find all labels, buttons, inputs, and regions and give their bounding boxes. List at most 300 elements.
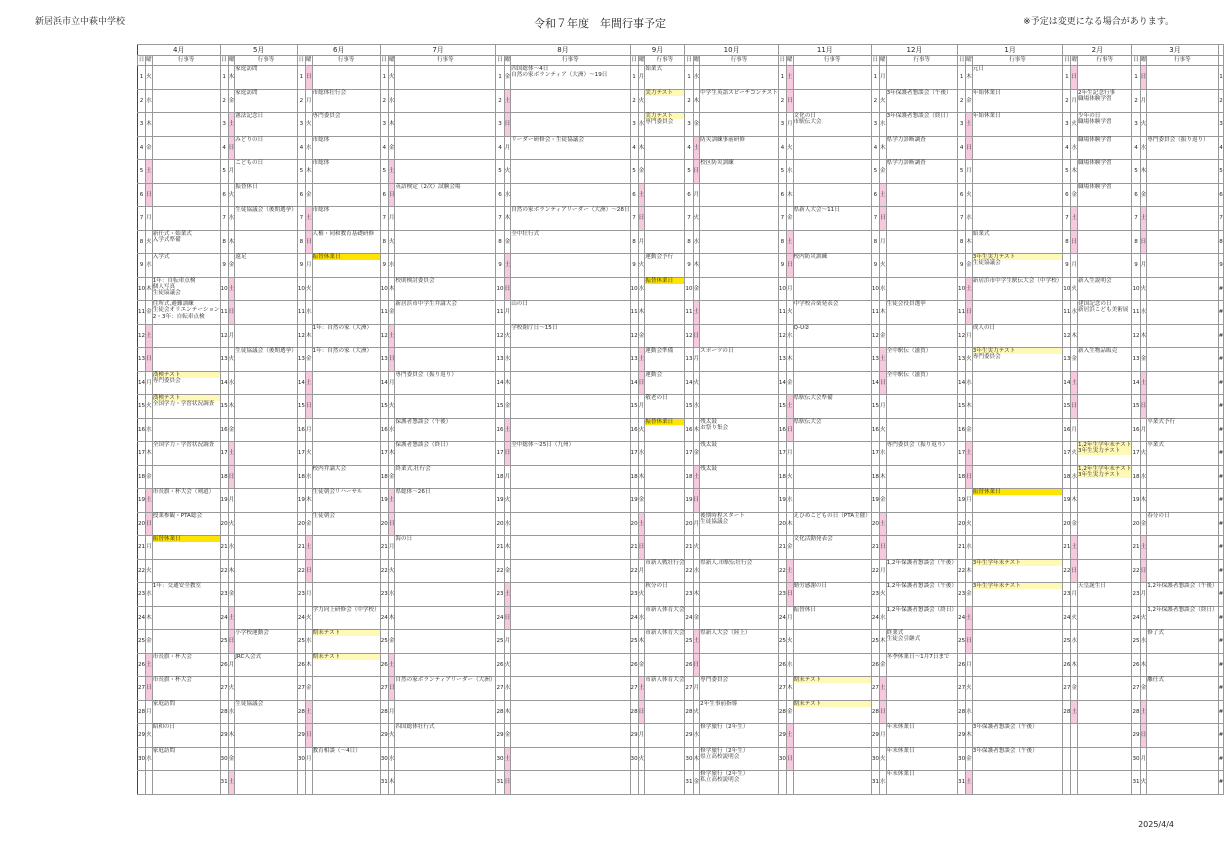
day-column-header: 日: [496, 56, 504, 66]
day-number: 29: [496, 724, 504, 748]
event-item: 県立高校説明会: [700, 753, 740, 760]
event-cell: [700, 348, 779, 372]
day-number: 5: [1063, 160, 1071, 184]
weekday: 月: [1140, 89, 1147, 113]
day-number: 24: [685, 606, 693, 630]
event-item: 修学旅行（2年生）: [700, 724, 749, 730]
weekday: 月: [504, 465, 511, 489]
event-cell: [312, 183, 380, 207]
day-number: 10: [220, 277, 228, 301]
weekday: 火: [504, 489, 511, 513]
calendar-row: [138, 230, 1224, 254]
event-cell: [511, 254, 630, 278]
day-number: 26: [380, 653, 388, 677]
event-cell: [1147, 630, 1218, 654]
day-number: 18: [871, 465, 879, 489]
day-number: 10: [871, 277, 879, 301]
event-cell: [152, 771, 220, 795]
weekday: 月: [388, 371, 395, 395]
event-cell: [886, 136, 957, 160]
event-cell: [1147, 536, 1218, 560]
event-cell: [1147, 583, 1218, 607]
weekday: 木: [879, 136, 886, 160]
day-number: 15: [1132, 395, 1140, 419]
weekday: 木: [879, 630, 886, 654]
event-cell: [700, 559, 779, 583]
day-number: 1: [380, 66, 388, 90]
day-number: 18: [297, 465, 305, 489]
event-cell: [793, 254, 871, 278]
row-number: #: [1218, 465, 1224, 489]
event-item: 1,2年生学年末テスト: [1078, 442, 1132, 448]
weekday: 日: [966, 630, 973, 654]
weekday-column-header: 曜: [638, 56, 645, 66]
day-number: 7: [871, 207, 879, 231]
event-cell: [152, 583, 220, 607]
weekday: 火: [966, 677, 973, 701]
event-cell: [700, 442, 779, 466]
day-number: 16: [871, 418, 879, 442]
day-number: 9: [958, 254, 966, 278]
weekday: 火: [228, 677, 235, 701]
event-cell: [793, 230, 871, 254]
event-item: 市総体: [312, 136, 330, 143]
event-item: 自然の家ボランティア（大洲）～19日: [511, 72, 608, 79]
calendar-row: [138, 771, 1224, 795]
page-title: 令和７年度 年間行事予定: [534, 17, 666, 30]
event-cell: [793, 724, 871, 748]
day-number: 3: [871, 113, 879, 137]
day-number: 14: [380, 371, 388, 395]
day-number: 14: [496, 371, 504, 395]
day-number: 4: [380, 136, 388, 160]
day-number: 11: [1063, 301, 1071, 325]
event-item: 職場体験学習: [1078, 160, 1112, 166]
weekday: 土: [966, 113, 973, 137]
event-cell: [645, 136, 685, 160]
event-item: 始業式: [972, 230, 990, 237]
event-cell: [793, 630, 871, 654]
day-number: 18: [778, 465, 786, 489]
event-cell: [886, 418, 957, 442]
day-number: 22: [630, 559, 638, 583]
weekday: 火: [504, 160, 511, 184]
calendar-row: [138, 136, 1224, 160]
event-item: 専門委員会: [645, 119, 674, 126]
day-number: 31: [380, 771, 388, 795]
day-number: 30: [496, 747, 504, 771]
event-cell: [972, 465, 1063, 489]
event-item: 1年：自転車点検: [152, 277, 196, 284]
event-cell: [152, 700, 220, 724]
events-column-header: 行事等: [645, 56, 685, 66]
weekday: 火: [146, 230, 153, 254]
weekday: 土: [638, 677, 645, 701]
day-number: 3: [1063, 113, 1071, 137]
weekday: 月: [638, 230, 645, 254]
day-number: 7: [496, 207, 504, 231]
day-number: 4: [778, 136, 786, 160]
event-cell: [312, 583, 380, 607]
weekday: 日: [786, 583, 793, 607]
row-number: #: [1218, 677, 1224, 701]
weekday: 金: [146, 301, 153, 325]
event-cell: [645, 653, 685, 677]
weekday: 土: [1071, 536, 1078, 560]
event-item: 生徒朝会リハーサル: [312, 489, 363, 495]
day-number: 14: [138, 371, 146, 395]
day-number: 14: [630, 371, 638, 395]
event-cell: [395, 207, 496, 231]
event-cell: [312, 418, 380, 442]
event-item: 1,2年保護者懇談会（午後）: [1147, 583, 1218, 589]
row-number: #: [1218, 559, 1224, 583]
event-cell: [312, 747, 380, 771]
event-item: 離任式: [1147, 677, 1164, 683]
event-item: 元日: [972, 66, 984, 72]
weekday: 月: [879, 724, 886, 748]
day-number: 24: [1063, 606, 1071, 630]
event-item: 校則検討委員会: [395, 277, 435, 284]
day-number: 15: [297, 395, 305, 419]
event-cell: [312, 371, 380, 395]
event-cell: [886, 677, 957, 701]
calendar-row: [138, 747, 1224, 771]
event-cell: [152, 113, 220, 137]
weekday: 月: [879, 559, 886, 583]
weekday: 日: [146, 677, 153, 701]
event-item: 市総体: [312, 160, 330, 166]
day-number: 10: [778, 277, 786, 301]
day-number: 18: [380, 465, 388, 489]
event-cell: [793, 324, 871, 348]
event-cell: [235, 348, 298, 372]
weekday: 木: [638, 301, 645, 325]
day-number: 22: [778, 559, 786, 583]
event-cell: [700, 700, 779, 724]
weekday: 金: [1140, 677, 1147, 701]
weekday: 土: [879, 512, 886, 536]
events-column-header: 行事等: [235, 56, 298, 66]
day-number: 24: [220, 606, 228, 630]
event-cell: [1078, 183, 1132, 207]
event-item: 学力向上研修会（中学校）: [312, 606, 380, 613]
day-number: 3: [220, 113, 228, 137]
weekday: 金: [388, 465, 395, 489]
event-cell: [235, 700, 298, 724]
event-cell: [152, 630, 220, 654]
weekday: 水: [146, 254, 153, 278]
event-cell: [886, 583, 957, 607]
event-cell: [395, 418, 496, 442]
weekday: 金: [504, 66, 511, 90]
event-cell: [511, 559, 630, 583]
event-item: スポーツの日: [700, 348, 734, 354]
event-cell: [235, 771, 298, 795]
month-header: 2月: [1063, 45, 1132, 56]
weekday: 木: [228, 395, 235, 419]
weekday: 土: [305, 207, 312, 231]
weekday: 木: [388, 771, 395, 795]
event-item: 生徒会オリエンテーション: [152, 307, 220, 314]
event-item: 市長旗・杯大会（剣道）: [152, 489, 215, 495]
event-cell: [511, 771, 630, 795]
day-number: 21: [496, 536, 504, 560]
event-item: 新居浜市中学生駅伝大会（中学校）: [972, 277, 1063, 284]
calendar-row: [138, 324, 1224, 348]
day-number: 7: [220, 207, 228, 231]
day-number: 15: [1063, 395, 1071, 419]
day-number: 2: [1063, 89, 1071, 113]
event-cell: [972, 230, 1063, 254]
weekday: 金: [638, 160, 645, 184]
day-number: 16: [380, 418, 388, 442]
event-item: 四国総体壮行式: [395, 724, 435, 730]
day-number: 5: [958, 160, 966, 184]
event-cell: [511, 606, 630, 630]
weekday: 日: [388, 512, 395, 536]
day-number: 30: [297, 747, 305, 771]
event-item: 3年生実力テスト: [1078, 472, 1131, 478]
event-cell: [972, 512, 1063, 536]
day-number: [1063, 771, 1071, 795]
event-cell: [886, 700, 957, 724]
day-number: 12: [871, 324, 879, 348]
event-cell: [972, 136, 1063, 160]
event-cell: [645, 677, 685, 701]
weekday-column-header: 曜: [305, 56, 312, 66]
weekday: 火: [1140, 277, 1147, 301]
day-number: 4: [871, 136, 879, 160]
event-cell: [886, 395, 957, 419]
weekday: 水: [305, 630, 312, 654]
event-item: 全中壮行式: [511, 230, 540, 237]
event-cell: [645, 771, 685, 795]
event-item: 1年：自然の家（大洲）: [312, 348, 373, 354]
weekday: 水: [786, 489, 793, 513]
event-item: 県新人大会（陸上）: [700, 630, 751, 636]
day-number: 4: [958, 136, 966, 160]
day-number: 10: [297, 277, 305, 301]
event-item: 終業式,壮行会: [395, 465, 431, 472]
event-cell: [395, 113, 496, 137]
weekday: 土: [504, 418, 511, 442]
row-number: #: [1218, 371, 1224, 395]
weekday: 水: [1071, 301, 1078, 325]
calendar-row: [138, 724, 1224, 748]
day-number: 18: [958, 465, 966, 489]
day-number: 8: [138, 230, 146, 254]
weekday: 火: [1140, 771, 1147, 795]
day-number: 12: [220, 324, 228, 348]
weekday: 木: [228, 230, 235, 254]
event-cell: [972, 583, 1063, 607]
event-cell: [645, 254, 685, 278]
month-header: 3月: [1132, 45, 1218, 56]
event-item: 期末テスト: [794, 701, 871, 707]
event-item: 憲法記念日: [235, 113, 264, 119]
weekday: 月: [966, 653, 973, 677]
event-cell: [511, 371, 630, 395]
weekday: 月: [1071, 583, 1078, 607]
weekday: 月: [228, 489, 235, 513]
event-cell: [1147, 371, 1218, 395]
event-item: 生徒協議会: [235, 700, 264, 707]
day-number: 20: [958, 512, 966, 536]
event-cell: [312, 724, 380, 748]
weekday: 土: [146, 324, 153, 348]
day-number: 17: [871, 442, 879, 466]
weekday: 月: [146, 371, 153, 395]
weekday: 水: [228, 700, 235, 724]
day-number: [778, 771, 786, 795]
day-number: 13: [1063, 348, 1071, 372]
event-cell: [1147, 559, 1218, 583]
events-column-header: 行事等: [1147, 56, 1218, 66]
event-item: リーダー研修会・生徒協議会: [511, 136, 584, 143]
weekday: 月: [966, 160, 973, 184]
weekday: [146, 771, 153, 795]
event-cell: [152, 207, 220, 231]
weekday: 日: [638, 700, 645, 724]
event-cell: [395, 512, 496, 536]
event-cell: [511, 700, 630, 724]
weekday: 金: [305, 348, 312, 372]
event-cell: [152, 418, 220, 442]
calendar-row: [138, 583, 1224, 607]
weekday: 日: [879, 700, 886, 724]
day-number: 21: [778, 536, 786, 560]
weekday: 火: [966, 183, 973, 207]
weekday: 金: [966, 583, 973, 607]
event-cell: [886, 348, 957, 372]
event-cell: [235, 559, 298, 583]
row-number: #: [1218, 512, 1224, 536]
day-number: 27: [220, 677, 228, 701]
event-item: 授業参観・PTA総会: [152, 512, 203, 519]
event-cell: [645, 536, 685, 560]
day-column-header: 日: [138, 56, 146, 66]
weekday: 金: [693, 771, 700, 795]
day-number: [297, 771, 305, 795]
weekday: 木: [693, 418, 700, 442]
weekday: 水: [966, 371, 973, 395]
event-cell: [511, 512, 630, 536]
day-number: 2: [685, 89, 693, 113]
day-number: 26: [685, 653, 693, 677]
weekday: 木: [228, 724, 235, 748]
day-number: 30: [220, 747, 228, 771]
row-number: #: [1218, 771, 1224, 795]
events-column-header: 行事等: [1078, 56, 1132, 66]
weekday: 火: [146, 66, 153, 90]
weekday: 水: [1140, 136, 1147, 160]
event-cell: [793, 348, 871, 372]
event-item: 3年保護者懇談会（午後）: [972, 724, 1038, 730]
weekday: 日: [228, 136, 235, 160]
event-cell: [972, 771, 1063, 795]
event-cell: [1078, 230, 1132, 254]
weekday: 木: [305, 324, 312, 348]
weekday: 木: [388, 113, 395, 137]
day-number: 27: [630, 677, 638, 701]
day-number: 28: [380, 700, 388, 724]
event-cell: [395, 700, 496, 724]
event-item: 生徒会役員選挙: [886, 301, 926, 307]
day-number: 9: [496, 254, 504, 278]
day-number: 10: [1063, 277, 1071, 301]
day-number: 27: [871, 677, 879, 701]
day-number: 5: [778, 160, 786, 184]
event-cell: [1078, 207, 1132, 231]
event-item: 生徒協議会: [152, 290, 181, 297]
weekday: 金: [228, 89, 235, 113]
event-item: 県新人,市駅伝壮行会: [700, 559, 753, 566]
weekday: 月: [693, 183, 700, 207]
event-item: 専門委員会: [972, 354, 1001, 361]
day-number: 26: [138, 653, 146, 677]
event-item: 残太鼓: [700, 418, 717, 425]
event-cell: [312, 700, 380, 724]
event-cell: [645, 301, 685, 325]
day-number: 9: [1063, 254, 1071, 278]
day-number: 11: [778, 301, 786, 325]
day-number: 25: [297, 630, 305, 654]
day-number: 27: [1063, 677, 1071, 701]
weekday: 火: [966, 348, 973, 372]
event-item: 運動会: [645, 371, 663, 378]
month-header: 10月: [685, 45, 778, 56]
day-number: 25: [1063, 630, 1071, 654]
weekday: 水: [388, 418, 395, 442]
weekday: 金: [966, 254, 973, 278]
event-cell: [511, 183, 630, 207]
weekday: 火: [638, 89, 645, 113]
day-number: 24: [496, 606, 504, 630]
weekday: 火: [305, 277, 312, 301]
event-cell: [312, 160, 380, 184]
weekday: 月: [966, 324, 973, 348]
weekday: 金: [388, 301, 395, 325]
weekday: 土: [1071, 371, 1078, 395]
event-item: 市総体壮行会: [312, 89, 347, 96]
day-number: 22: [871, 559, 879, 583]
day-number: 22: [1063, 559, 1071, 583]
day-number: 28: [778, 700, 786, 724]
weekday: 木: [504, 536, 511, 560]
weekday: 土: [504, 747, 511, 771]
weekday: 火: [388, 230, 395, 254]
event-cell: [235, 66, 298, 90]
weekday: [1071, 724, 1078, 748]
weekday: 日: [305, 395, 312, 419]
event-cell: [645, 66, 685, 90]
event-cell: [793, 559, 871, 583]
day-number: 15: [220, 395, 228, 419]
weekday: 木: [786, 512, 793, 536]
weekday: 土: [305, 536, 312, 560]
event-item: 運動会準備: [645, 348, 674, 354]
day-number: 9: [630, 254, 638, 278]
day-number: 2: [496, 89, 504, 113]
event-item: 新居浜市中学生弁論大会: [395, 301, 457, 307]
event-cell: [152, 559, 220, 583]
day-number: 9: [778, 254, 786, 278]
day-number: 7: [380, 207, 388, 231]
day-number: 30: [1132, 747, 1140, 771]
weekday: 土: [638, 183, 645, 207]
event-item: 小学校運動会: [235, 630, 269, 636]
